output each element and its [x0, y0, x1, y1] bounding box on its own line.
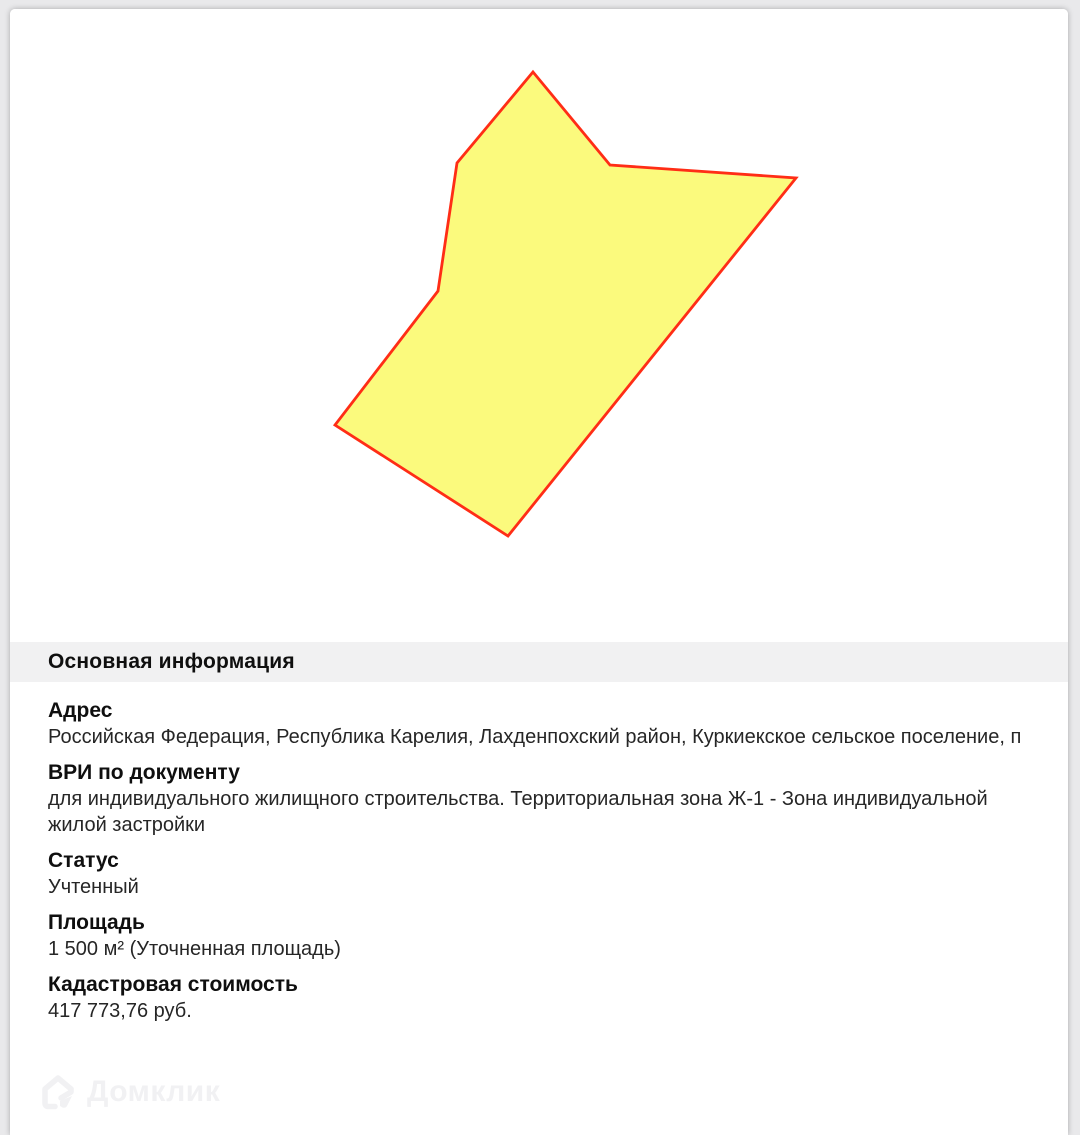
field-status-label: Статус — [48, 849, 119, 872]
domclick-house-icon — [36, 1070, 80, 1114]
parcel-polygon[interactable] — [335, 72, 796, 536]
field-area-value: 1 500 м² (Уточненная площадь) — [48, 938, 341, 960]
domclick-watermark — [36, 1069, 220, 1115]
field-address-value: Российская Федерация, Республика Карелия, Лахденпохский район, Куркиекское сельское поселение, п — [48, 726, 1022, 748]
watermark-text: Домклик — [87, 1075, 221, 1108]
property-card — [10, 9, 1068, 1135]
section-title: Основная информация — [48, 650, 295, 673]
field-status — [48, 848, 1028, 900]
field-cadastral-value — [48, 972, 1028, 1024]
field-cadastral-value-label: Кадастровая стоимость — [48, 973, 298, 996]
section-header-main-info — [10, 642, 1068, 682]
field-permitted-use-value: для индивидуального жилищного строительства. Территориальная зона Ж-1 - Зона индивидуальной жилой застройки — [48, 788, 988, 836]
field-area-label: Площадь — [48, 911, 145, 934]
field-permitted-use-label: ВРИ по документу — [48, 761, 240, 784]
field-address-label: Адрес — [48, 699, 113, 722]
parcel-map-canvas — [10, 9, 1068, 642]
field-permitted-use — [48, 760, 1028, 838]
field-status-value: Учтенный — [48, 876, 139, 898]
info-fields — [10, 682, 1068, 1024]
parcel-map[interactable] — [10, 9, 1068, 642]
field-address — [48, 698, 1028, 750]
field-area — [48, 910, 1028, 962]
field-cadastral-value-value: 417 773,76 руб. — [48, 1000, 192, 1022]
